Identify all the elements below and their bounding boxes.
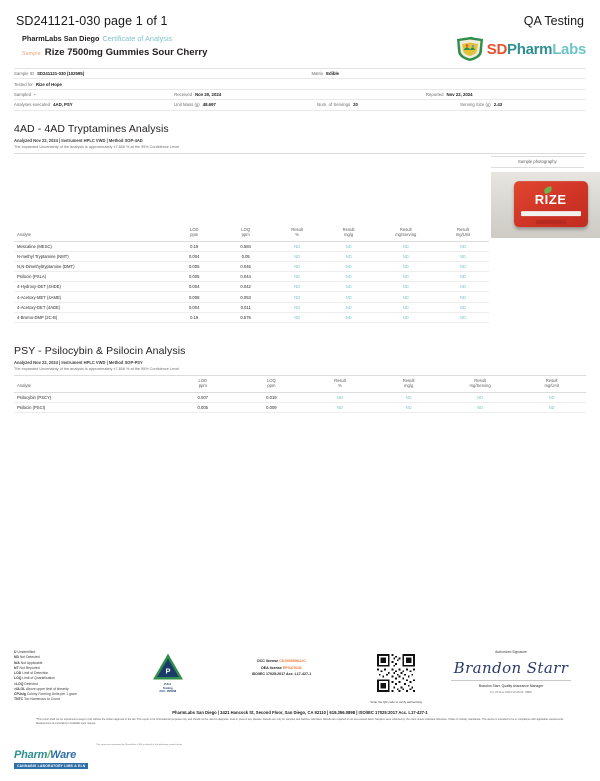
cell-result-mgunit: ND (437, 292, 488, 302)
cell-result-mgserving: ND (374, 261, 437, 271)
cell-result-mgserving: ND (374, 282, 437, 292)
signature-image: Brandon Starr (453, 659, 569, 677)
cell-result-mgserving: ND (374, 312, 437, 322)
cell-result-pct: ND (271, 272, 322, 282)
cell-result-mgserving: ND (374, 241, 437, 251)
cell-result-mgserving: ND (374, 272, 437, 282)
info-label: Sampled (14, 91, 31, 97)
cell-loq: 0.046 (220, 261, 271, 271)
legend-key: N/A (14, 660, 20, 665)
pharmware-logo (14, 750, 88, 769)
legend-key: <LOQ (14, 681, 24, 686)
cell-result-mgunit: ND (437, 261, 488, 271)
qr-caption: Scan the QR code to verify authenticity (370, 700, 423, 704)
col-result-mgg: Result mg/g (374, 376, 443, 393)
col-lod: LOD ppm (168, 376, 237, 393)
col-result-mgg: Result mg/g (323, 153, 374, 241)
pjla-label (148, 683, 188, 694)
lab-name: PharmLabs San Diego (22, 34, 100, 43)
pjla-acc-number: ACC. #95568 (159, 689, 177, 694)
cell-lod: 0.005 (168, 261, 219, 271)
brand-pharm: Pharm (507, 40, 553, 58)
document-footer (0, 636, 600, 781)
legend-text: Unidentified (17, 650, 36, 654)
col-result-mgserving: Result mg/Serving (374, 153, 437, 241)
analyte-table-psy (14, 375, 586, 413)
cell-loq: 0.009 (237, 403, 306, 413)
legend-key: U (14, 650, 17, 654)
legend-text: Not Reported (19, 665, 40, 670)
info-value: Edible (326, 71, 340, 77)
cell-lod: 0.004 (168, 251, 219, 261)
cell-lod: 0.004 (168, 302, 219, 312)
pharmware-subtitle: CANNABIS LABORATORY LIMS & ELN (14, 763, 88, 769)
signature-title: Authorized Signature (495, 650, 527, 654)
info-unit-mass (174, 102, 317, 107)
info-value: 48.697 (202, 102, 216, 108)
cell-loq: 0.044 (220, 272, 271, 282)
section-meta: Analyzed Nov 22, 2024 | Instrument HPLC VWD | Method SOP-4AD (14, 137, 143, 143)
table-row (14, 292, 586, 302)
section-meta: Analyzed Nov 22, 2024 | Instrument HPLC VWD | Method SOP-PSY (14, 360, 143, 366)
cell-result-mgg: ND (374, 403, 443, 413)
package-brand-text: RIZE (534, 192, 567, 208)
col-result-mgunit: Result mg/Unit (517, 376, 586, 393)
info-row (14, 79, 586, 89)
legend-key: >ULOL (14, 686, 26, 691)
info-sample-id (14, 71, 311, 76)
legend-text: Not Detected (19, 655, 40, 660)
abbreviation-legend (14, 636, 129, 703)
legend-key: LOQ (14, 676, 22, 681)
cell-result-pct: ND (306, 403, 375, 413)
analyte-rows-4ad (14, 241, 586, 323)
info-row (14, 100, 586, 110)
sample-photo (491, 172, 600, 238)
qr-code-icon[interactable] (377, 654, 415, 692)
legend-text: Limit of Detection (22, 671, 49, 676)
col-result-mgserving: Result mg/Serving (443, 376, 517, 393)
cell-loq: 0.053 (220, 292, 271, 302)
pjla-line1: Testing (162, 685, 173, 690)
table-header-row (14, 376, 586, 393)
cell-loq: 0.576 (220, 312, 271, 322)
table-row (14, 251, 586, 261)
cell-result-mgg: ND (323, 251, 374, 261)
sample-photo-header: Sample photography (491, 156, 584, 168)
info-serving-size (460, 102, 586, 107)
svg-text:P: P (165, 666, 171, 676)
info-tested-for (14, 82, 586, 87)
cell-result-mgunit: ND (517, 403, 586, 413)
license-block (207, 636, 357, 678)
cell-result-pct: ND (271, 312, 322, 322)
cell-result-mgunit: ND (437, 251, 488, 261)
col-analyte: Analyte (14, 376, 168, 393)
info-reported (426, 92, 586, 97)
info-row (14, 69, 586, 79)
pharmware-ware: Ware (50, 749, 77, 761)
pharmware-pharm: Pharm (14, 749, 48, 761)
cell-result-mgg: ND (323, 272, 374, 282)
info-label: Serving Size (g) (460, 102, 491, 108)
cell-result-mgg: ND (323, 241, 374, 251)
cell-result-mgserving: ND (374, 292, 437, 302)
license-label: ISO/IEC 17025:2017 Acc. (251, 672, 294, 677)
lab-address: PharmLabs San Diego | 3421 Hancock St, Second Floor, San Diego, CA 92110 | 619.356.0898 | ISO/IEC 17025:2017 Acc. L17-427-1 (172, 710, 428, 715)
cell-result-mgunit: ND (437, 282, 488, 292)
info-received (174, 92, 426, 97)
license-dea (207, 665, 357, 672)
signature-block (436, 636, 586, 694)
pharmware-wordmark (14, 750, 88, 761)
legend-text: Colony Forming Units per 1 gram (26, 692, 77, 697)
cell-lod: 0.19 (168, 312, 219, 322)
license-label: DEA license (261, 665, 282, 670)
cell-result-mgunit: ND (437, 272, 488, 282)
brand-labs: Labs (552, 40, 586, 58)
legend-key: TNTC (14, 697, 24, 702)
analyte-name: 4-Acetoxy-MET (4AME) (14, 292, 168, 302)
cell-result-mgunit: ND (437, 241, 488, 251)
brand-wordmark (487, 42, 586, 57)
signature-date: Fri, 22 Nov 2024 12:25:21 -0800 (490, 690, 532, 694)
info-label: Matrix (311, 71, 324, 77)
info-num-servings (317, 102, 460, 107)
section-uncertainty: The expanded Uncertainty of the analysis is approximately ±7.806 % at the 95% Confidence Level (14, 144, 180, 149)
license-dcc (207, 658, 357, 665)
analyte-name: Psilocin (PSCI) (14, 403, 168, 413)
cell-result-mgg: ND (323, 261, 374, 271)
disclaimer-text: *This report shall not be reproduced except in full, without the written approval of the lab. This report is for informational purposes only and should not be used to diagnose, treat or prevent any disease. Results are only for samples and batches submitted. Results are reported on an as-received basis. Samples were collected by the client unless indicated otherwise. Chain of custody maintained. This device is intended to be in compliance with applicable requirements. Measurement of uncertainty is available upon request. (36, 718, 564, 725)
license-label: DCC license (257, 659, 279, 663)
cell-result-mgg: ND (374, 392, 443, 402)
qa-testing-label: QA Testing (523, 14, 584, 28)
col-result-pct: Result % (271, 153, 322, 241)
pharmware-note: This report was generated by PharmWare LIMS on behalf of the laboratory named above. (96, 743, 183, 746)
info-matrix (311, 71, 586, 76)
cell-result-mgg: ND (323, 312, 374, 322)
section-title: 4AD - 4AD Tryptamines Analysis (14, 122, 169, 135)
legend-key: ND (14, 655, 19, 660)
legend-key: LOD (14, 671, 22, 676)
analysis-section-4ad (14, 123, 586, 323)
pjla-badge-icon (151, 652, 185, 682)
cell-loq: 0.019 (237, 392, 306, 402)
signature-subtitle: Brandon Starr, Quality Assurance Manager (478, 684, 544, 688)
legend-text: Limit of Quantification (22, 676, 55, 681)
cell-result-mgg: ND (323, 282, 374, 292)
analyte-name: 4-Bromo-DMP (2C-B) (14, 312, 168, 322)
cell-result-mgunit: ND (437, 302, 488, 312)
brand-sd: SD (486, 40, 507, 58)
cell-result-mgunit: ND (517, 392, 586, 402)
document-id: SD241121-030 page 1 of 1 (16, 14, 168, 28)
cell-loq: 0.584 (220, 241, 271, 251)
table-row (14, 312, 586, 322)
legend-key: CFUs/g (14, 692, 26, 697)
license-iso (207, 671, 357, 678)
analyte-name: Psilocybin (PSCY) (14, 392, 168, 402)
analyte-table-4ad (14, 153, 586, 323)
package-bottom-bar (536, 220, 566, 224)
document-header (0, 0, 600, 28)
accreditation-seal-column (142, 636, 194, 694)
cell-result-pct: ND (271, 241, 322, 251)
sample-info-table (14, 68, 586, 111)
table-row (14, 272, 586, 282)
cell-lod: 0.005 (168, 272, 219, 282)
cell-result-mgunit: ND (437, 312, 488, 322)
info-value: - (33, 91, 36, 97)
analyte-name: N-methyl Tryptamine (NMT) (14, 251, 168, 261)
coa-label: Certificate of Analysis (102, 34, 173, 43)
license-value: L17-427-1 (294, 672, 312, 677)
cell-lod: 0.004 (168, 282, 219, 292)
section-title: PSY - Psilocybin & Psilocin Analysis (14, 345, 186, 358)
pjla-triangle-icon (151, 652, 185, 682)
cell-result-mgg: ND (323, 292, 374, 302)
license-value: RP0470141 (282, 665, 302, 670)
cell-result-pct: ND (271, 282, 322, 292)
legend-text: Not Applicable (20, 660, 43, 665)
legend-item (14, 697, 129, 702)
info-value: Nov 20, 2024 (195, 91, 222, 97)
info-label: Unit Mass (g) (174, 102, 200, 108)
cell-loq: 0.042 (220, 282, 271, 292)
cell-loq: 0.05 (220, 251, 271, 261)
info-value: SD241121-030 (102595) (37, 71, 85, 77)
col-result-pct: Result % (306, 376, 375, 393)
footer-main-row (0, 636, 600, 704)
package-label-bar (521, 211, 581, 216)
info-label: Analyses executed (14, 102, 51, 108)
lab-seal-icon (455, 36, 485, 62)
info-value: 2.43 (493, 102, 503, 108)
info-value: Rize of Hope (35, 81, 62, 87)
qr-column (369, 636, 423, 704)
col-loq: LOQ ppm (220, 153, 271, 241)
info-value: 4AD, PSY (53, 102, 73, 108)
col-lod: LOD ppm (168, 153, 219, 241)
cell-result-pct: ND (306, 392, 375, 402)
analyte-name: Psilocin (PSLA) (14, 272, 168, 282)
analyte-name: Mescaline (MESC) (14, 241, 168, 251)
cell-result-pct: ND (271, 261, 322, 271)
sample-photo-cell (489, 153, 586, 241)
section-uncertainty: The expanded Uncertainty of the analysis is approximately ±7.806 % at the 95% Confidence Level (14, 367, 180, 372)
analyte-name: 4-Acetoxy-DET (4ADE) (14, 302, 168, 312)
cell-lod: 0.007 (168, 392, 237, 402)
info-value: 20 (353, 102, 358, 108)
cell-lod: 0.19 (168, 241, 219, 251)
col-result-mgunit: Result mg/Unit (437, 153, 488, 241)
cell-result-pct: ND (271, 251, 322, 261)
legend-key: NT (14, 665, 19, 670)
cell-result-pct: ND (271, 292, 322, 302)
info-sampled (14, 92, 174, 97)
legend-text: Too Numerous to Count (23, 697, 60, 702)
product-name: Rize 7500mg Gummies Sour Cherry (44, 47, 208, 58)
table-row (14, 261, 586, 271)
sdpharmlabs-logo (455, 36, 586, 62)
cell-lod: 0.005 (168, 403, 237, 413)
signature-line (451, 680, 571, 681)
info-label: Sample ID (14, 71, 35, 77)
info-analyses-executed (14, 102, 174, 107)
pharmware-slash-icon: / (47, 749, 51, 761)
info-value: Nov 22, 2024 (446, 91, 473, 97)
sample-tag: Sample (22, 51, 41, 57)
table-row (14, 403, 586, 413)
legend-text: Detected (24, 681, 38, 686)
analyte-rows-psy (14, 392, 586, 412)
cell-result-mgg: ND (323, 302, 374, 312)
cell-loq: 0.011 (220, 302, 271, 312)
info-label: Tested for (14, 81, 33, 87)
pjla-accreditation (148, 652, 188, 694)
table-row (14, 241, 586, 251)
cell-result-mgserving: ND (374, 302, 437, 312)
info-label: Reported (425, 91, 444, 97)
analyte-name: 4-Hydroxy-DET (4HDE) (14, 282, 168, 292)
cell-result-mgserving: ND (374, 251, 437, 261)
cell-result-mgserving: ND (443, 392, 517, 402)
table-header-row (14, 153, 586, 241)
info-row (14, 90, 586, 100)
cell-result-pct: ND (271, 302, 322, 312)
analyte-name: N,N-Dimethyltryptamine (DMT) (14, 261, 168, 271)
product-package-image (514, 181, 588, 227)
pjla-name: PJLA (164, 682, 172, 686)
cell-lod: 0.008 (168, 292, 219, 302)
table-row (14, 282, 586, 292)
table-row (14, 302, 586, 312)
info-label: Received (174, 91, 193, 97)
analysis-section-psy (14, 345, 586, 413)
table-row (14, 392, 586, 402)
license-value: C8-0000098-LIC (279, 659, 306, 663)
cell-result-mgserving: ND (443, 403, 517, 413)
legend-text: Above upper limit of linearity (25, 686, 69, 691)
col-analyte: Analyte (14, 153, 168, 241)
col-loq: LOQ ppm (237, 376, 306, 393)
info-label: Num. of Servings (317, 102, 351, 108)
